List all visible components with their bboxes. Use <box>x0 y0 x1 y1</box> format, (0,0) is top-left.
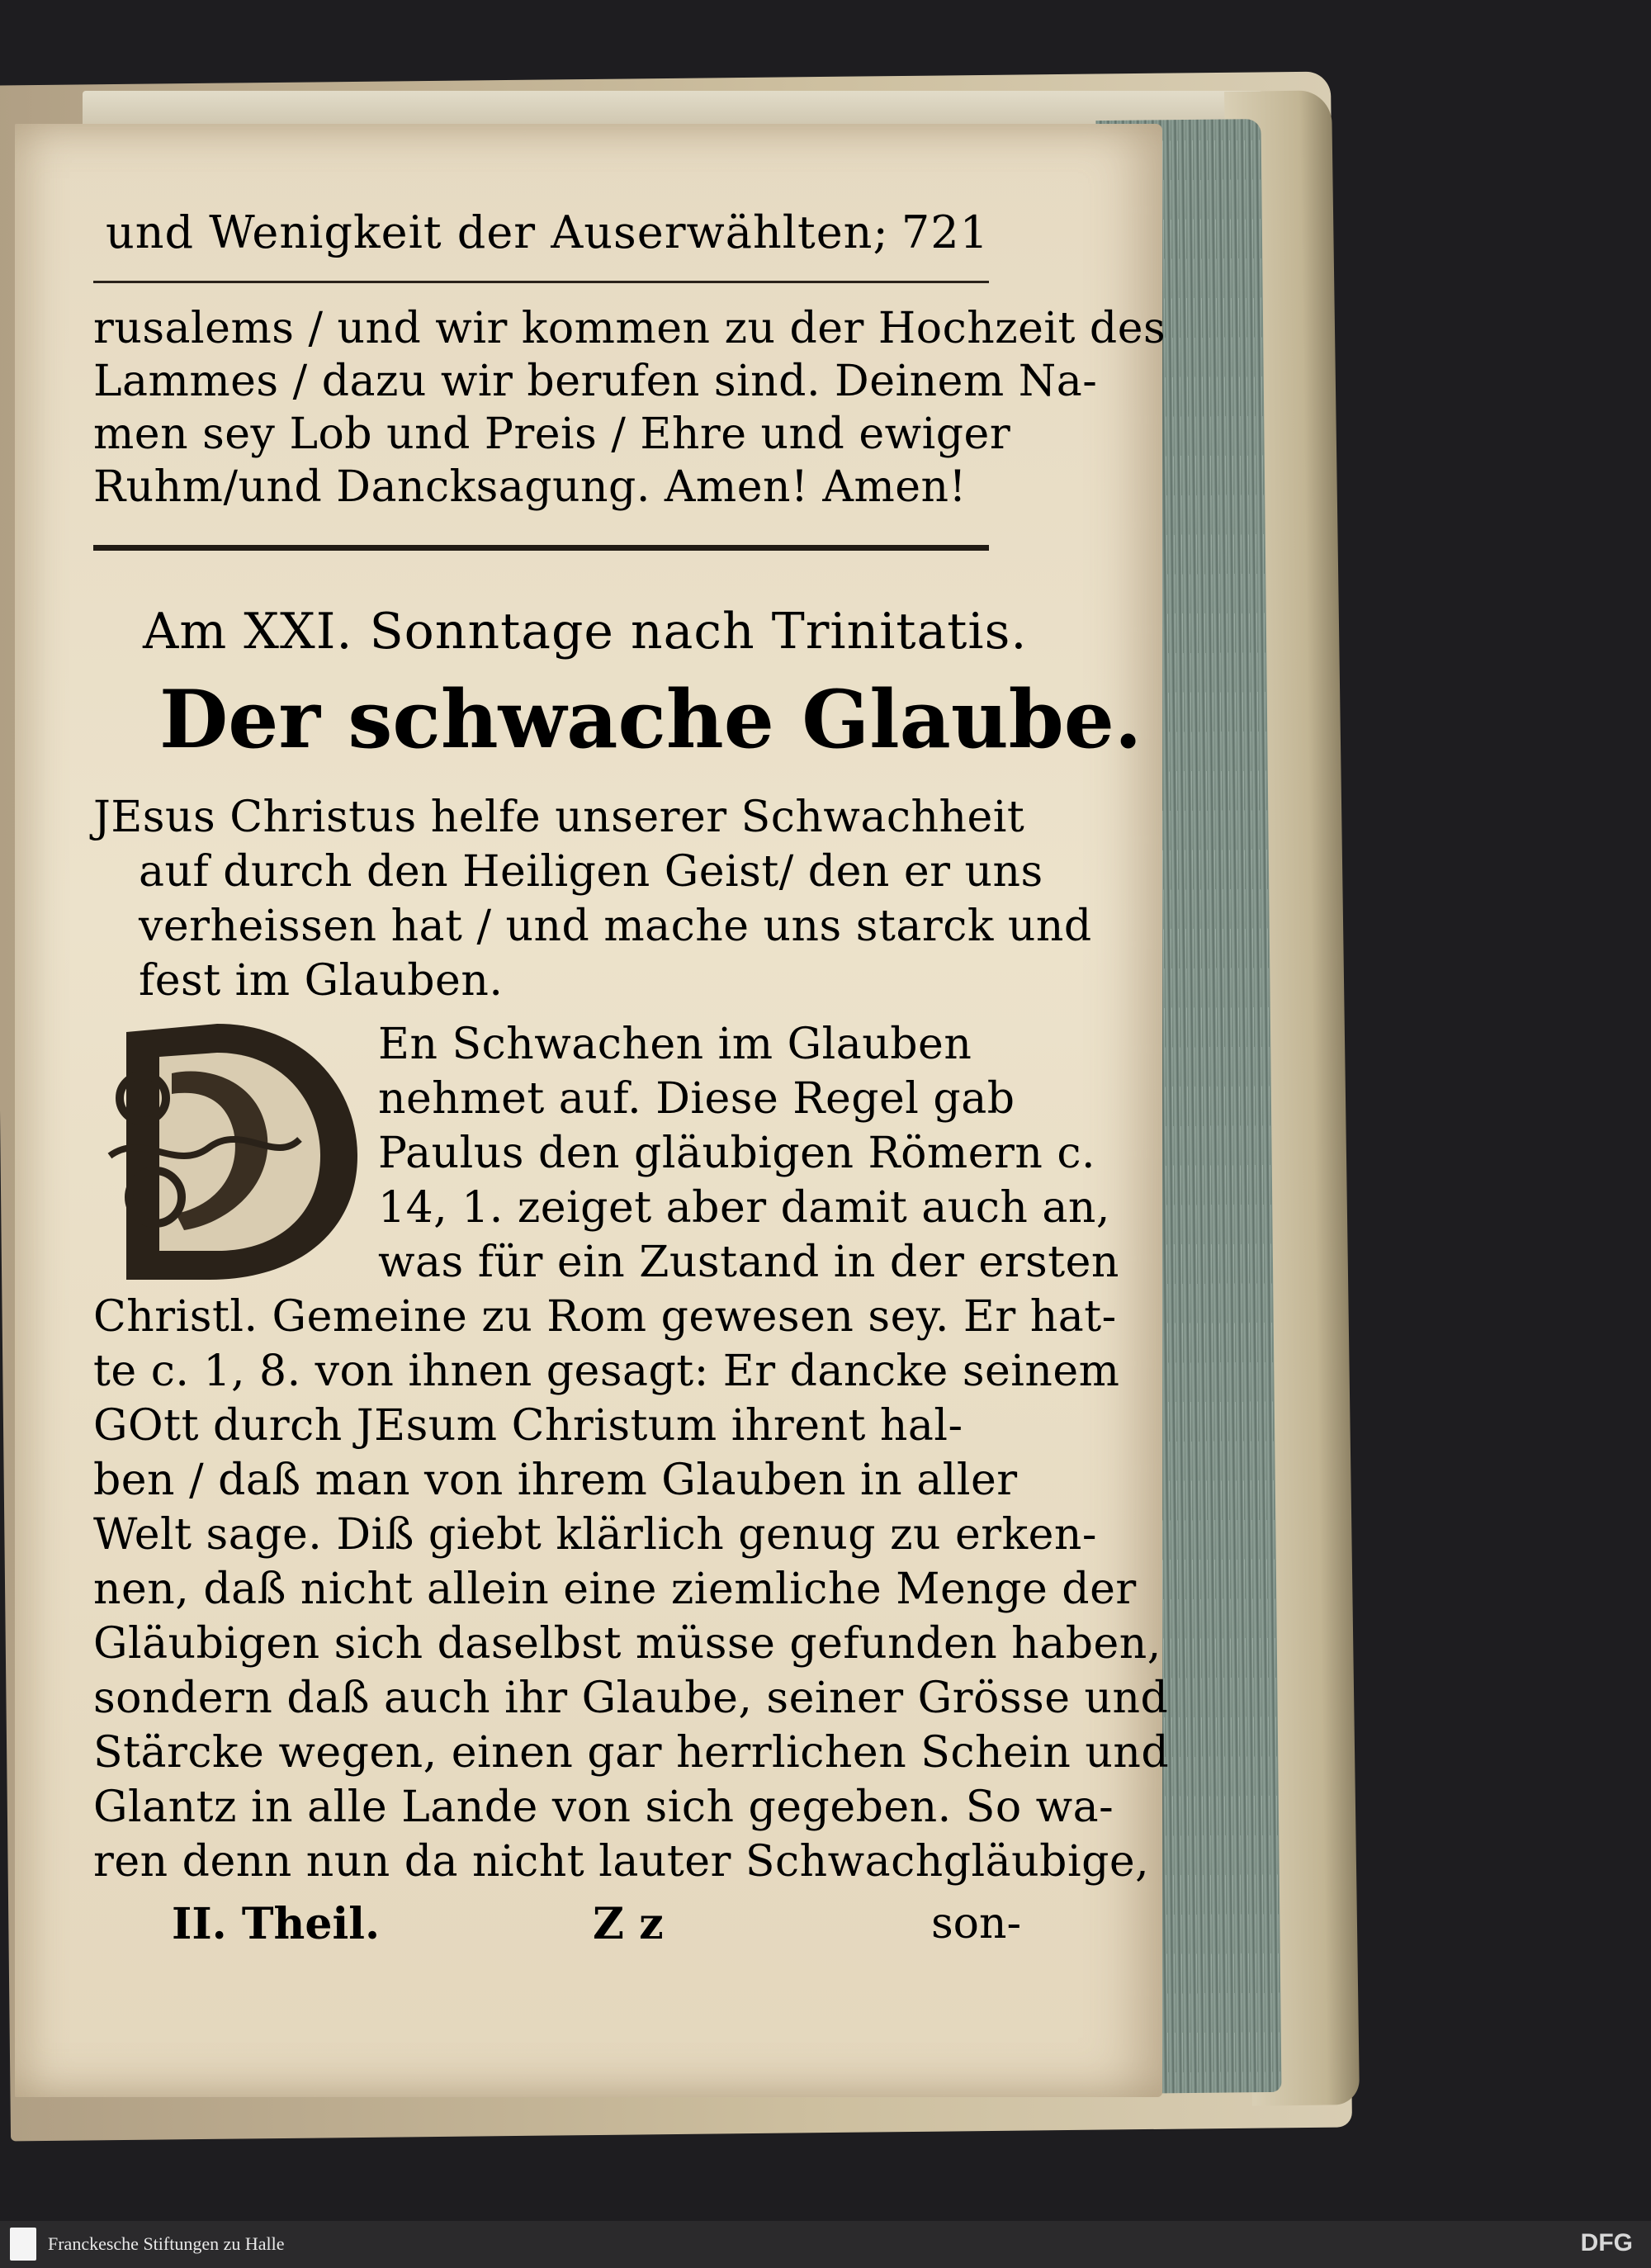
prayer-line: verheissen hat / und mache uns starck und <box>139 902 1092 951</box>
text-line: rusalems / und wir kommen zu der Hochzeit des <box>93 304 1166 353</box>
institution-name: Franckesche Stiftungen zu Halle <box>48 2233 285 2254</box>
text-line: Ruhm/und Dancksagung. Amen! Amen! <box>93 462 967 512</box>
text-line: nen, daß nicht allein eine ziemliche Menge der <box>93 1565 1137 1614</box>
institution-logo-icon <box>10 2228 36 2261</box>
text-line: Christl. Gemeine zu Rom gewesen sey. Er hat- <box>93 1292 1117 1342</box>
dfg-logo: DFG <box>1580 2229 1633 2256</box>
prayer-line: JEsus Christus helfe unserer Schwachheit <box>93 793 1025 842</box>
text-line: Paulus den gläubigen Römern c. <box>378 1129 1096 1178</box>
text-line: En Schwachen im Glauben <box>378 1020 972 1069</box>
text-line: GOtt durch JEsum Christum ihrent hal- <box>93 1401 963 1451</box>
text-line: Gläubigen sich daselbst müsse gefunden haben, <box>93 1619 1161 1669</box>
text-line: Lammes / dazu wir berufen sind. Deinem Na- <box>93 357 1098 406</box>
running-head <box>106 206 989 258</box>
decorated-initial-d-icon <box>93 1007 366 1288</box>
text-line: was für ein Zustand in der ersten <box>378 1238 1119 1287</box>
text-line: sondern daß auch ihr Glaube, seiner Grösse und <box>93 1674 1169 1723</box>
catchword: son- <box>931 1899 1022 1948</box>
section-divider <box>93 545 989 551</box>
signature-left: II. Theil. <box>172 1899 381 1949</box>
text-line: Stärcke wegen, einen gar herrlichen Schein und <box>93 1728 1170 1778</box>
prayer-line: fest im Glauben. <box>139 956 504 1006</box>
text-line: Welt sage. Diß giebt klärlich genug zu erken- <box>93 1510 1097 1560</box>
text-line: men sey Lob und Preis / Ehre und ewiger <box>93 410 1011 459</box>
signature-mark: Z z <box>593 1899 664 1949</box>
page-number: 721 <box>901 206 989 258</box>
text-line: Glantz in alle Lande von sich gegeben. So wa- <box>93 1783 1114 1832</box>
text-line: nehmet auf. Diese Regel gab <box>378 1074 1015 1124</box>
text-line: te c. 1, 8. von ihnen gesagt: Er dancke seinem <box>93 1347 1120 1396</box>
book-page <box>15 124 1170 2097</box>
viewer-footer-bar <box>0 2221 1651 2268</box>
running-head-text: und Wenigkeit der Auserwählten; <box>106 206 889 258</box>
section-heading: Am XXI. Sonntage nach Trinitatis. <box>143 603 1028 661</box>
header-rule <box>93 281 989 283</box>
prayer-line: auf durch den Heiligen Geist/ den er uns <box>139 847 1043 897</box>
text-line: 14, 1. zeiget aber damit auch an, <box>378 1183 1110 1233</box>
text-line: ben / daß man von ihrem Glauben in aller <box>93 1456 1018 1505</box>
text-line: ren denn nun da nicht lauter Schwachgläubige, <box>93 1837 1150 1887</box>
section-title: Der schwache Glaube. <box>159 673 1142 766</box>
